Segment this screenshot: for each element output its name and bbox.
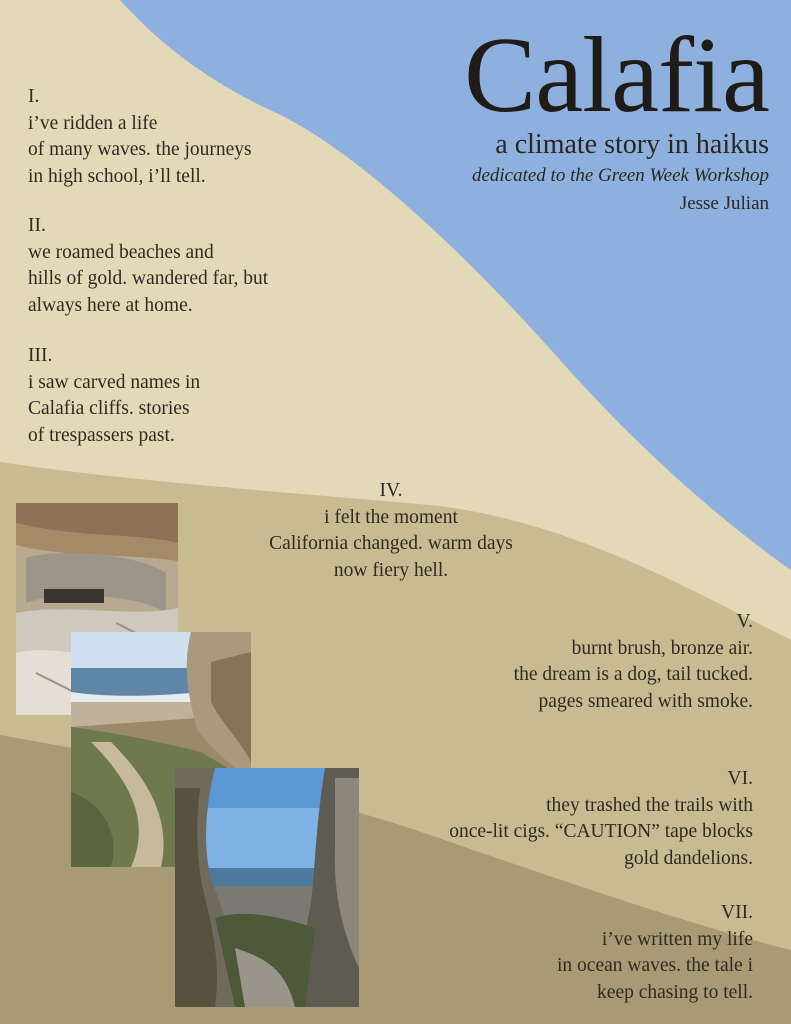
- haiku-numeral: IV.: [379, 480, 403, 501]
- haiku-numeral: VI.: [727, 768, 753, 789]
- haiku-line: they trashed the trails with: [546, 794, 753, 816]
- haiku-line: i’ve written my life: [601, 928, 753, 950]
- haiku-line: i felt the moment: [324, 506, 458, 528]
- haiku-line: Calafia cliffs. stories: [28, 398, 190, 419]
- haiku-line: always here at home.: [28, 294, 193, 316]
- author-name: Jesse Julian: [679, 193, 769, 214]
- haiku-5: [514, 609, 753, 715]
- haiku-line: hills of gold. wandered far, but: [28, 268, 269, 289]
- haiku-line: i saw carved names in: [28, 371, 201, 393]
- haiku-4: [230, 478, 552, 584]
- haiku-line: pages smeared with smoke.: [538, 690, 753, 712]
- haiku-line: of trespassers past.: [28, 424, 175, 446]
- haiku-line: in ocean waves. the tale i: [557, 955, 753, 976]
- haiku-line: in high school, i’ll tell.: [28, 165, 206, 187]
- poem-title: Calafia: [464, 16, 769, 135]
- haiku-line: burnt brush, bronze air.: [571, 637, 753, 659]
- haiku-line: we roamed beaches and: [28, 241, 214, 263]
- haiku-numeral: II.: [28, 215, 46, 236]
- haiku-line: now fiery hell.: [333, 559, 449, 581]
- haiku-numeral: III.: [28, 345, 53, 366]
- haiku-2: [28, 213, 268, 319]
- haiku-3: [28, 343, 200, 449]
- haiku-1: [28, 84, 252, 190]
- haiku-line: once-lit cigs. “CAUTION” tape blocks: [449, 821, 753, 842]
- poem-subtitle: a climate story in haikus: [495, 129, 769, 160]
- haiku-line: gold dandelions.: [624, 847, 753, 869]
- haiku-line: the dream is a dog, tail tucked.: [513, 664, 753, 685]
- haiku-line: keep chasing to tell.: [597, 981, 753, 1003]
- dedication-line: dedicated to the Green Week Workshop: [471, 165, 769, 186]
- haiku-numeral: I.: [28, 86, 40, 107]
- haiku-line: of many waves. the journeys: [28, 139, 252, 160]
- haiku-7: [557, 900, 753, 1006]
- canyon-ocean-view-photo: [175, 768, 359, 1007]
- haiku-6: [449, 766, 753, 872]
- haiku-numeral: VII.: [721, 902, 753, 923]
- haiku-numeral: V.: [736, 611, 753, 632]
- haiku-line: i’ve ridden a life: [28, 112, 158, 134]
- haiku-line: California changed. warm days: [269, 533, 513, 554]
